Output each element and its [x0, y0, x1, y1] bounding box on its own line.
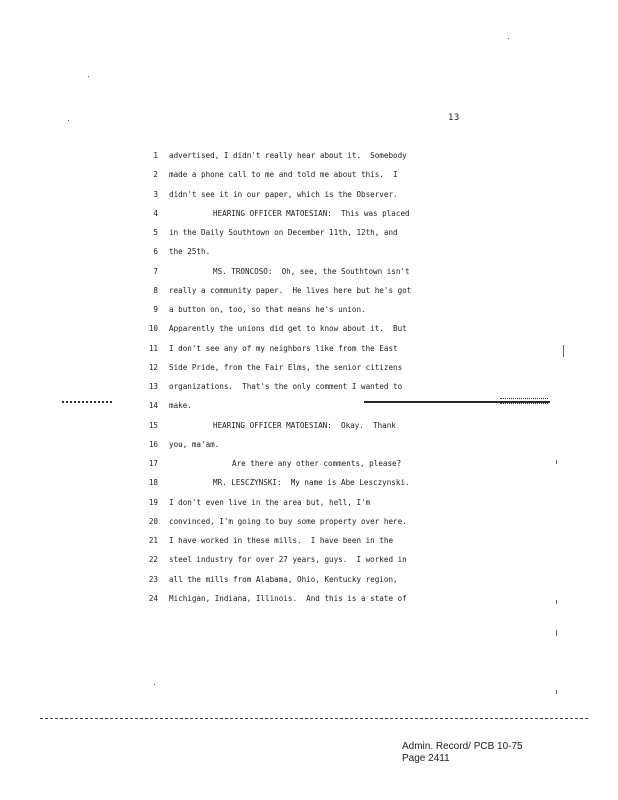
line-text: MR. LESCZYNSKI: My name is Abe Lesczynski.: [213, 478, 410, 488]
line-number: 18: [148, 478, 158, 488]
line-text: HEARING OFFICER MATOESIAN: This was placed: [213, 208, 410, 218]
scan-speck: [154, 684, 155, 685]
scan-speck: [508, 38, 509, 39]
line-text: made a phone call to me and told me about this. I: [169, 170, 398, 180]
line-number: 21: [148, 536, 158, 545]
line-number: 8: [153, 285, 158, 295]
transcript-line: [0, 416, 618, 435]
line-text: I don't even live in the area but, hell, I'm: [169, 497, 371, 507]
line-text: advertised, I didn't really hear about it. Somebody: [169, 151, 407, 160]
transcript-line: [0, 242, 618, 261]
line-number: 2: [153, 170, 158, 180]
transcript-line: [0, 339, 618, 358]
line-text: Side Pride, from the Fair Elms, the senior citizens: [169, 362, 403, 372]
line-number: 3: [153, 189, 158, 199]
line-number: 1: [153, 151, 158, 160]
line-number: 15: [148, 420, 158, 430]
line-number: 7: [153, 266, 158, 276]
line-text: organizations. That's the only comment I wanted to: [169, 382, 403, 391]
transcript-line: [0, 262, 618, 281]
line-number: 4: [153, 208, 158, 218]
line-number: 14: [148, 401, 158, 411]
line-text: Are there any other comments, please?: [232, 459, 402, 468]
line-number: 5: [153, 228, 158, 237]
margin-mark: [556, 600, 557, 604]
line-text: you, ma'am.: [169, 439, 220, 449]
transcript-line: [0, 319, 618, 338]
scan-artifact-right-smudge: [500, 398, 548, 404]
transcript-line: [0, 281, 618, 300]
transcript-line: [0, 454, 618, 473]
line-text: in the Daily Southtown on December 11th, 12th, and: [169, 228, 398, 237]
transcript-line: [0, 435, 618, 454]
admin-record-label: Admin. Record/ PCB 10-75: [402, 741, 523, 752]
line-text: MS. TRONCOSO: Oh, see, the Southtown isn't: [213, 266, 410, 276]
line-number: 9: [153, 305, 158, 314]
line-text: I don't see any of my neighbors like from the East: [169, 343, 398, 353]
transcript-line: [0, 358, 618, 377]
line-text: didn't see it in our paper, which is the Observer.: [169, 189, 398, 199]
line-number: 17: [148, 459, 158, 468]
transcript-line: [0, 165, 618, 184]
line-text: a button on, too, so that means he's union.: [169, 305, 366, 314]
transcript-line: [0, 550, 618, 569]
margin-mark: [556, 690, 557, 694]
line-text: steel industry for over 27 years, guys. I worked in: [169, 555, 407, 565]
transcript-line: [0, 473, 618, 492]
transcript-line: [0, 570, 618, 589]
line-text: the 25th.: [169, 247, 211, 257]
transcript-line: [0, 377, 618, 396]
transcript-line: [0, 223, 618, 242]
transcript-line: [0, 146, 618, 165]
line-text: Michigan, Indiana, Illinois. And this is a state of: [169, 593, 407, 603]
line-number: 11: [148, 343, 158, 353]
line-number: 13: [148, 382, 158, 391]
page-number: 13: [448, 113, 460, 123]
transcript-line: [0, 589, 618, 608]
scan-artifact-left: [62, 401, 112, 405]
line-number: 20: [148, 516, 158, 526]
transcript-line: [0, 204, 618, 223]
margin-mark: [563, 345, 564, 357]
line-text: Apparently the unions did get to know about it. But: [169, 324, 407, 334]
line-number: 16: [148, 439, 158, 449]
transcript-line: [0, 300, 618, 319]
scan-speck: [88, 76, 89, 77]
line-text: convinced, I'm going to buy some property over here.: [169, 516, 407, 526]
transcript-line: [0, 185, 618, 204]
line-text: really a community paper. He lives here but he's got: [169, 285, 412, 295]
line-text: I have worked in these mills. I have been in the: [169, 536, 394, 545]
line-text: make.: [169, 401, 192, 411]
line-number: 24: [148, 593, 158, 603]
line-number: 6: [153, 247, 158, 257]
page-label: Page 2411: [402, 753, 450, 764]
line-number: 19: [148, 497, 158, 507]
transcript-line: [0, 493, 618, 512]
admin-record-stamp: [402, 741, 523, 765]
margin-mark: [556, 630, 557, 636]
line-number: 22: [148, 555, 158, 565]
transcript-line: [0, 531, 618, 550]
line-number: 23: [148, 574, 158, 584]
line-number: 12: [148, 362, 158, 372]
line-text: HEARING OFFICER MATOESIAN: Okay. Thank: [213, 420, 396, 430]
margin-mark: [556, 460, 557, 464]
line-number: 10: [148, 324, 158, 334]
line-text: all the mills from Alabama, Ohio, Kentucky region,: [169, 574, 398, 584]
transcript-line: [0, 512, 618, 531]
bottom-rule: [40, 718, 588, 719]
scan-speck: [68, 120, 69, 121]
